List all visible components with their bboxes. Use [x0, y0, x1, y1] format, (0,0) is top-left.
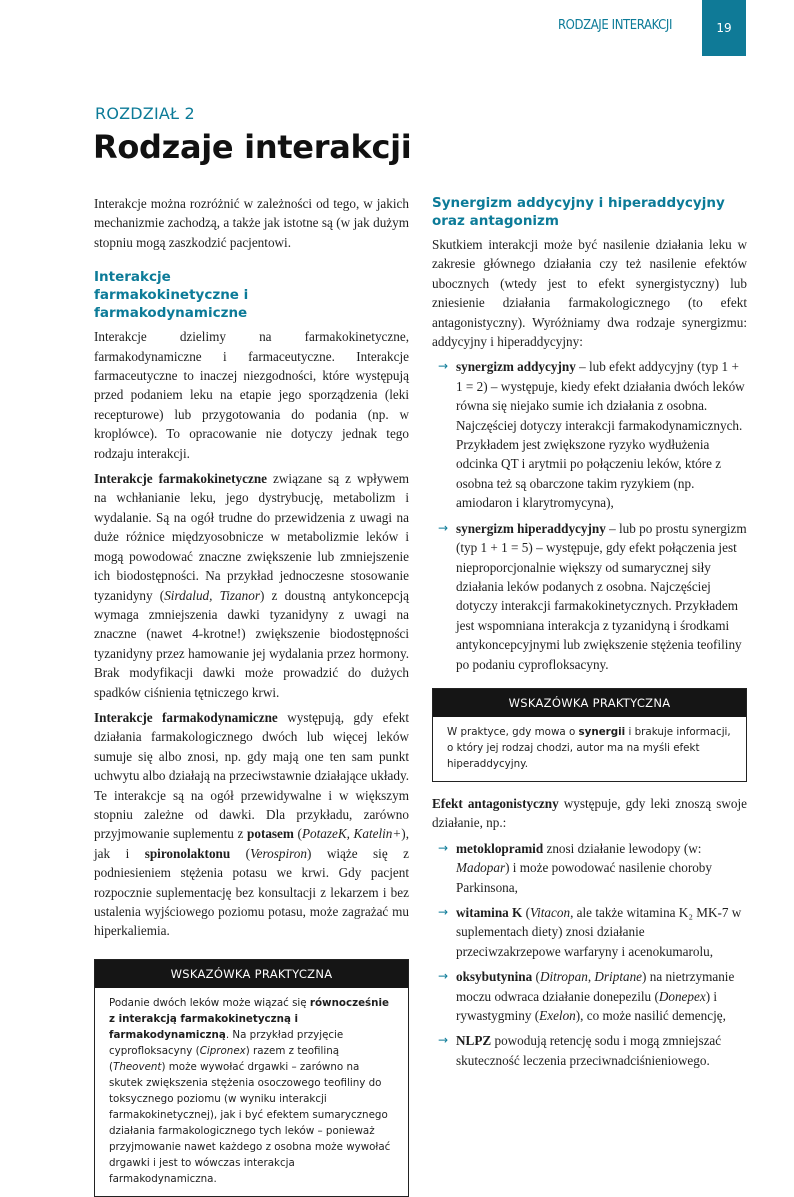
paragraph-synergy: Skutkiem interakcji może być nasilenie działania leku w zakresie głównego działania czy też nasilenie efektów ubocznych (wtedy jest to efekt synergistyczny) lub zniesienie działania farmakologicznego (to efekt antagonistyczny). Wyróżniamy dwa rodzaje synergizmu: addycyjny i hiperaddycyjny:: [432, 237, 747, 350]
synergy-list: [432, 357, 747, 674]
paragraph-antagonism: Efekt antagonistyczny występuje, gdy leki znoszą swoje działanie, np.:: [432, 795, 747, 831]
list-item: → NLPZ powodują retencję sodu i mogą zmniejszać skuteczność leczenia przeciwnadciśnieniowego.: [438, 1033, 722, 1068]
tip-body: Podanie dwóch leków może wiązać się równocześnie z interakcją farmakokinetyczną i farmakodynamiczną. Na przykład przyjęcie cyprofloksacyny (Cipronex) razem z teofiliną (Theovent) może wywołać drgawki – zarówno na skutek zwiększenia stężenia osoczowego teofiliny do toksycznego poziomu (w wyniku interakcji farmakokinetycznej), jak i być efektem sumarycznego działania farmakologicznego tych leków – ponieważ przyjmowanie nawet każdego z osobna może wywołać drgawki i jest to wówczas interakcja farmakodynamiczna.: [109, 996, 391, 1185]
list-item: → synergizm hiperaddycyjny – lub po prostu synergizm (typ 1 + 1 = 5) – występuje, gdy efekt połączenia jest nieproporcjonalnie większy od sumarycznej siły działania leków podanych z osobna. Najczęściej dotyczy interakcji farmakokinetycznych. Przykładem jest wspomniana interakcja z tyzanidyną i środkami antykoncepcyjnymi lub zwiększenie stężenia teofiliny po podaniu cyprofloksacyny.: [438, 520, 747, 672]
list-item: → metoklopramid znosi działanie lewodopy (w: Madopar) i może powodować nasilenie choroby Parkinsona,: [438, 840, 712, 895]
arrow-right-icon: →: [438, 840, 449, 855]
arrow-right-icon: →: [438, 520, 449, 535]
section-heading-pk-pd: Interakcje farmakokinetyczne i farmakodynamiczne: [94, 269, 249, 322]
arrow-right-icon: →: [438, 359, 449, 374]
list-item: → oksybutynina (Ditropan, Driptane) na nietrzymanie moczu odwraca działanie donepezilu (Donepex) i rywastygminy (Exelon), co może nasilić demencję,: [438, 969, 735, 1023]
paragraph-pharmacokinetic: Interakcje farmakokinetyczne związane są z wpływem na wchłanianie leku, jego dystrybucję, metabolizm i wydalanie. Są na ogół trudne do przewidzenia z uwagi na duże różnice międzyosobnicze w metabolizmie leków i mogą powodować znaczne zwiększenie lub zmniejszenie ich biodostępności. Na przykład jednoczesne stosowanie tyzanidyny (Sirdalud, Tizanor) z doustną antykoncepcją wymaga zmniejszenia dawki tyzanidyny z uwagi na znaczne (nawet 4-krotne!) zwiększenie biodostępności tyzanidyny przez hamowanie jej wydalania przez hormony. Brak modyfikacji dawki może prowadzić do dużych spadków ciśnienia tętniczego krwi.: [94, 471, 409, 700]
running-title: RODZAJE INTERAKCJI: [557, 18, 672, 33]
running-head: [0, 0, 794, 56]
tip-body: W praktyce, gdy mowa o synergii i brakuje informacji, o który jej rodzaj chodzi, autor ma na myśli efekt hiperaddycyjny.: [447, 725, 731, 770]
arrow-right-icon: →: [438, 904, 449, 919]
practical-tip-box-left: [94, 959, 409, 1197]
practical-tip-box-right: [432, 688, 747, 782]
chapter-title: Rodzaje interakcji: [93, 128, 412, 166]
term-pharmacokinetic: Interakcje farmakokinetyczne: [94, 471, 268, 487]
list-item: → witamina K (Vitacon, ale także witamina K₂ MK-7 w suplementach diety) znosi działanie przeciwzakrzepowe warfaryny i acenokumarolu,: [438, 904, 742, 959]
arrow-right-icon: →: [438, 1033, 449, 1048]
chapter-label: ROZDZIAŁ 2: [95, 104, 195, 123]
page-number: 19: [702, 0, 746, 56]
arrow-right-icon: →: [438, 969, 449, 984]
term-pharmacodynamic: Interakcje farmakodynamiczne: [94, 709, 278, 725]
tip-title: WSKAZÓWKA PRAKTYCZNA: [95, 960, 408, 988]
right-column: [432, 194, 747, 1076]
tip-title: WSKAZÓWKA PRAKTYCZNA: [433, 689, 746, 717]
section-heading-synergy: Synergizm addycyjny i hiperaddycyjny oraz antagonizm: [432, 195, 725, 229]
antagonism-list: [432, 839, 747, 1070]
paragraph-types: Interakcje dzielimy na farmakokinetyczne, farmakodynamiczne i farmaceutyczne. Interakcje farmaceutyczne to inaczej niezgodności, które występują przed podaniem leku na etapie jego sporządzenia (leki recepturowe) lub przygotowania do podania (np. w kroplówce). To opracowanie nie dotyczy jednak tego rodzaju interakcji.: [94, 329, 409, 461]
intro-paragraph: Interakcje można rozróżnić w zależności od tego, w jakich mechanizmie zachodzą, a także jak istotne są (w jak dużym stopniu mogą zaszkodzić pacjentowi.: [94, 196, 409, 250]
drug-names: Sirdalud, Tizanor: [164, 587, 260, 603]
left-column: [94, 194, 409, 1197]
list-item: → synergizm addycyjny – lub efekt addycyjny (typ 1 + 1 = 2) – występuje, kiedy efekt działania dwóch leków równa się niejako sumie ich działania z osobna. Najczęściej dotyczy interakcji farmakodynamicznych. Przykładem jest zwiększone ryzyko wydłużenia odcinka QT i arytmii po połączeniu leków, które z osobna też są obarczone takim ryzykiem (np. amiodaron i klarytromycyna),: [438, 359, 745, 511]
paragraph-pharmacodynamic: Interakcje farmakodynamiczne występują, gdy efekt działania farmakologicznego dwóch lub więcej leków sumuje się albo znosi, np. gdy mają one ten sam punkt uchwytu albo działają na przeciwstawnie działające układy. Te interakcje są na ogół przewidywalne i w większym stopniu zależne od dawki. Dla przykładu, zarówno przyjmowanie suplementu z potasem (PotazeK, Katelin+), jak i spironolaktonu (Verospiron) wiąże się z podniesieniem stężenia potasu we krwi. Gdy pacjent rozpocznie suplementację bez konsultacji z lekarzem i bez ustalenia wyjściowego poziomu potasu, może zagrażać mu hiperkaliemia.: [94, 709, 409, 939]
